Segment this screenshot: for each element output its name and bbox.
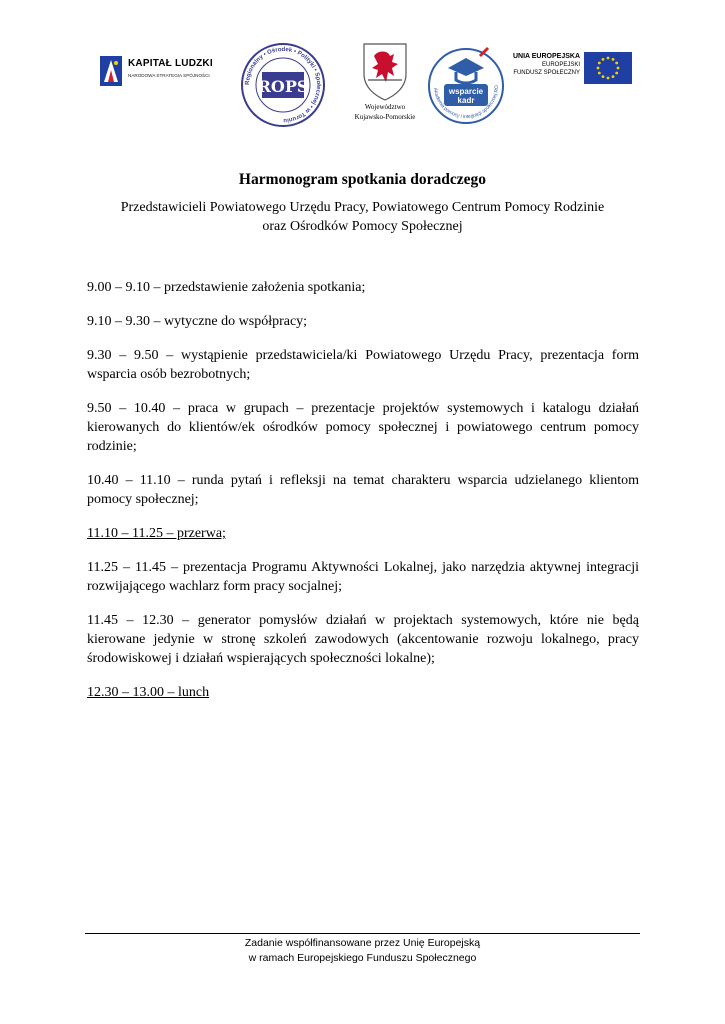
eu-star-icon	[607, 57, 610, 60]
footer-line1: Zadanie współfinansowane przez Unię Europejską	[244, 937, 481, 949]
rops-text: ROPS	[257, 77, 309, 96]
eu-star-icon	[612, 75, 615, 78]
page-subtitle	[0, 198, 725, 236]
schedule-item: 11.45 – 12.30 – generator pomysłów działań w projektach systemowych, które nie będą kierowane jedynie w stronę szkoleń zawodowych (akcentowanie rozwoju lokalnego, pracy środowiskowej i działań wspierających społeczności lokalne);	[87, 613, 639, 666]
wojewodztwo-line2: Kujawsko-Pomorskie	[354, 113, 416, 121]
rops-ring-text: Regionalny • Ośrodek • Polityki • Społecznej • w Toruniu	[244, 46, 322, 124]
eu-star-icon	[597, 67, 600, 70]
eu-star-icon	[615, 72, 618, 75]
schedule-item: 11.25 – 11.45 – prezentacja Programu Aktywności Lokalnej, jako narzędzia aktywnej integracji rozwijającego wachlarz form pracy socjalnej;	[87, 560, 639, 594]
eu-line1: UNIA EUROPEJSKA	[512, 53, 580, 60]
wojewodztwo-logo	[348, 40, 422, 130]
eu-star-icon	[598, 62, 601, 65]
schedule-item: 9.10 – 9.30 – wytyczne do współpracy;	[87, 314, 308, 329]
wsparcie-kadr-seal-icon	[428, 42, 504, 126]
eu-star-icon	[617, 67, 620, 70]
schedule-list	[87, 278, 639, 717]
footer-line2: w ramach Europejskiego Funduszu Społecznego	[248, 952, 477, 964]
eu-text	[513, 53, 580, 77]
kadr-text: kadr	[457, 96, 475, 105]
eu-star-icon	[615, 62, 618, 65]
eu-star-icon	[602, 58, 605, 61]
wojewodztwo-line1: Województwo	[364, 103, 406, 111]
kapital-ludzki-tagline: NARODOWA STRATEGIA SPÓJNOŚCI	[128, 73, 210, 78]
eu-logo	[512, 50, 640, 86]
wsparcie-text: wsparcie	[448, 87, 484, 96]
rops-logo	[240, 42, 326, 128]
subtitle-line1: Przedstawicieli Powiatowego Urzędu Pracy, Powiatowego Centrum Pomocy Rodzinie	[120, 200, 605, 215]
eu-line2: EUROPEJSKI	[541, 62, 580, 68]
eu-line3: FUNDUSZ SPOŁECZNY	[513, 70, 580, 76]
coat-of-arms-icon	[348, 40, 422, 102]
schedule-item: 9.00 – 9.10 – przedstawienie założenia spotkania;	[87, 280, 366, 295]
logo-bar	[86, 38, 646, 128]
eu-star-icon	[612, 58, 615, 61]
eu-star-icon	[607, 77, 610, 80]
page-title: Harmonogram spotkania doradczego	[238, 171, 487, 188]
eu-star-icon	[598, 72, 601, 75]
eu-flag-icon	[584, 52, 632, 84]
eu-star-icon	[602, 75, 605, 78]
wsparcie-kadr-ring-text: Akademia pomocy i integracji społecznej RO	[432, 85, 501, 121]
schedule-item: 9.50 – 10.40 – praca w grupach – prezentacje projektów systemowych i katalogu działań kierowanych do klientów/ek ośrodków pomocy społecznej i powiatowego centrum pomocy rodzinie;	[87, 401, 639, 454]
footer	[0, 936, 725, 966]
wsparcie-kadr-logo	[428, 42, 504, 126]
footer-divider	[85, 933, 640, 934]
schedule-item: 9.30 – 9.50 – wystąpienie przedstawiciela/ki Powiatowego Urzędu Pracy, prezentacja form wsparcia osób bezrobotnych;	[87, 348, 639, 382]
kapital-ludzki-mark-icon	[100, 56, 122, 86]
schedule-item-lunch: 12.30 – 13.00 – lunch	[87, 685, 210, 700]
wojewodztwo-caption	[344, 102, 426, 122]
schedule-item-break: 11.10 – 11.25 – przerwa;	[87, 526, 226, 541]
kapital-ludzki-name: KAPITAŁ LUDZKI	[128, 58, 213, 69]
subtitle-line2: oraz Ośrodków Pomocy Społecznej	[262, 219, 463, 234]
schedule-item: 10.40 – 11.10 – runda pytań i refleksji na temat charakteru wsparcia udzielanego klientom pomocy społecznej;	[87, 473, 639, 507]
kapital-ludzki-logo	[100, 54, 230, 90]
rops-seal-icon	[240, 42, 326, 128]
